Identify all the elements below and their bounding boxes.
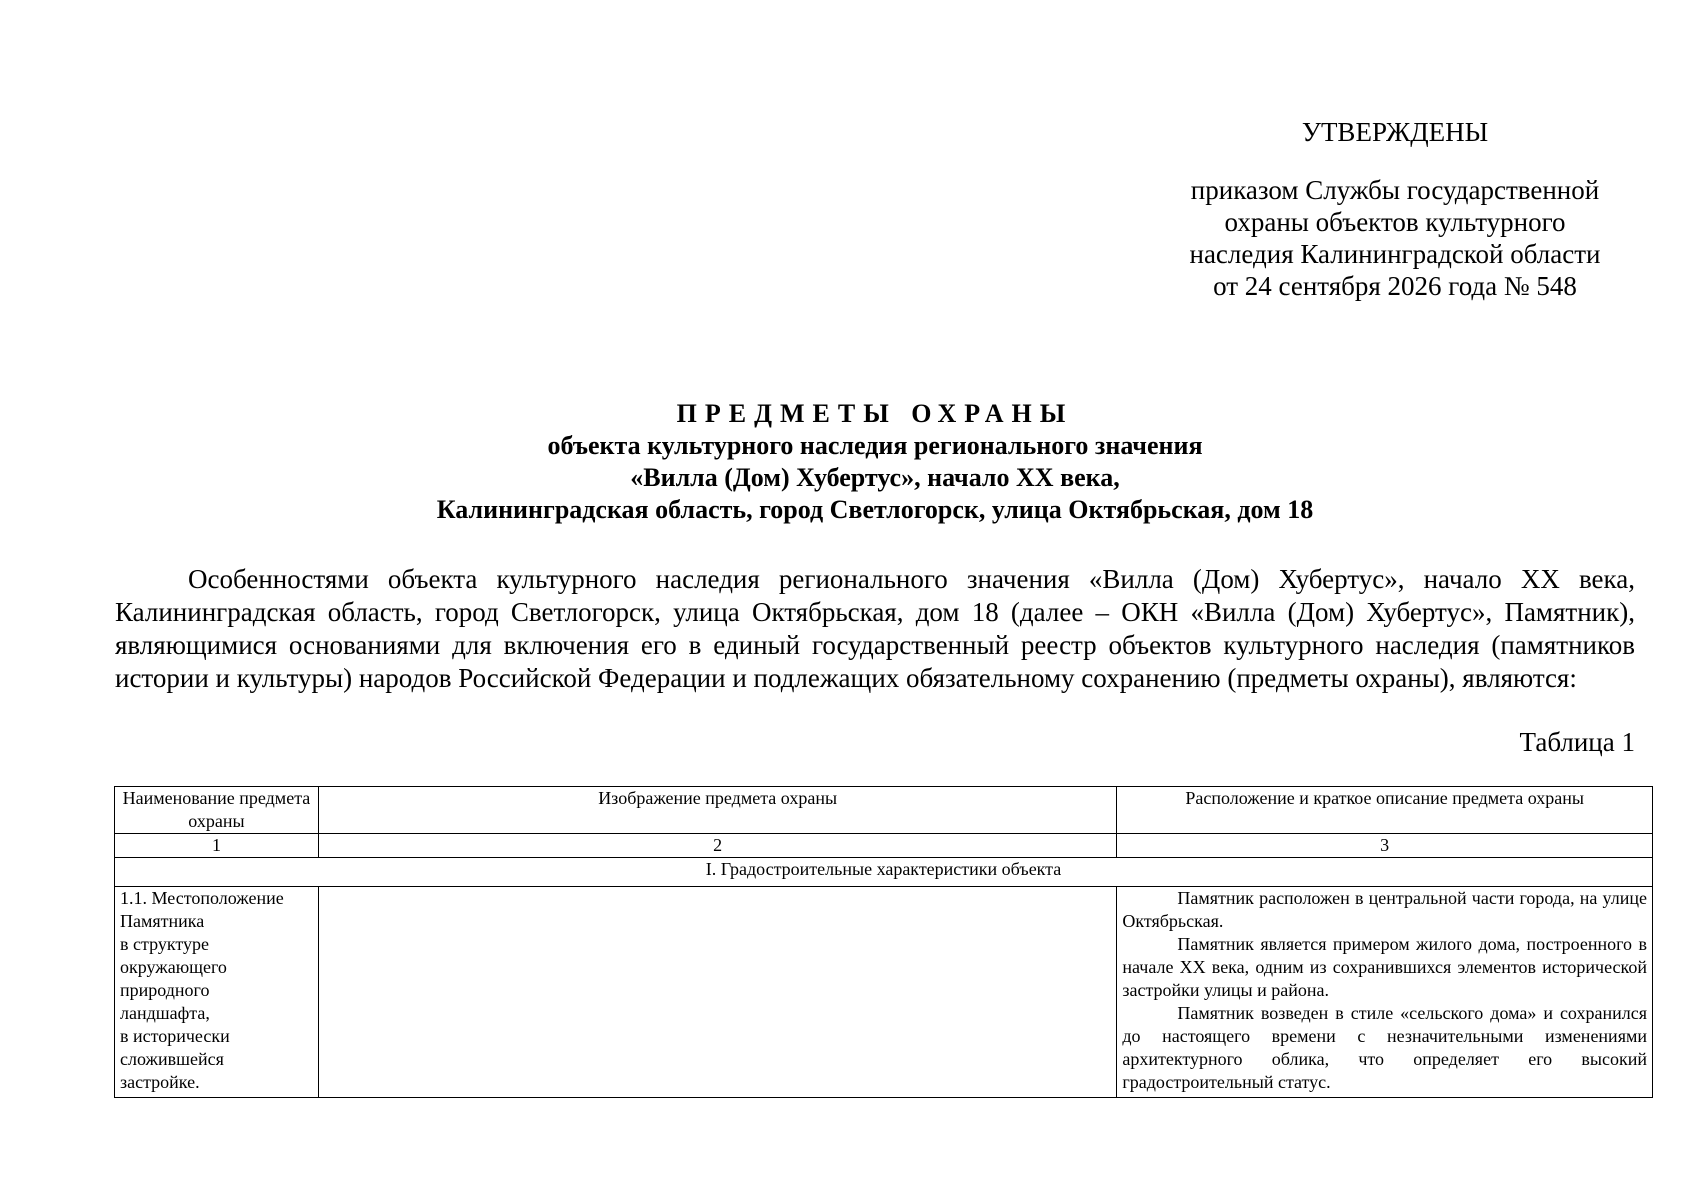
approval-line: приказом Службы государственной: [1190, 175, 1600, 205]
approval-block: [1155, 100, 1635, 302]
table-header-row: [115, 787, 1653, 834]
name-line: сложившейся: [120, 1049, 224, 1069]
protection-table: [114, 786, 1653, 1098]
approval-line: наследия Калининградской области: [1189, 239, 1601, 269]
name-line: природного: [120, 980, 210, 1000]
column-number: 1: [115, 834, 319, 858]
heading-line: Калининградская область, город Светлогорск, улица Октябрьская, дом 18: [436, 495, 1314, 524]
table-caption: Таблица 1: [1519, 727, 1635, 757]
protection-item-image: [318, 887, 1116, 1098]
name-line: окружающего: [120, 957, 227, 977]
approval-line: от 24 сентября 2026 года № 548: [1213, 271, 1577, 301]
protection-item-name: [115, 887, 319, 1098]
description-paragraph: Памятник расположен в центральной части города, на улице Октябрьская.: [1122, 888, 1647, 931]
column-number-row: [115, 834, 1653, 858]
section-row: [115, 858, 1653, 887]
name-line: в исторически: [120, 1026, 230, 1046]
description-paragraph: Памятник возведен в стиле «сельского дома» и сохранился до настоящего времени с незначительными изменениями архитектурного облика, что определяет его высокий градостроительный статус.: [1122, 1003, 1647, 1092]
description-paragraph: Памятник является примером жилого дома, построенного в начале XX века, одним из сохранившихся элементов исторической застройки улицы и района.: [1122, 934, 1647, 1000]
table-row: [115, 887, 1653, 1098]
column-number: 2: [318, 834, 1116, 858]
approval-order-text: [1155, 174, 1635, 302]
intro-paragraph: Особенностями объекта культурного наследия регионального значения «Вилла (Дом) Хубертус», начало XX века, Калининградская область, город Светлогорск, улица Октябрьская, дом 18 (далее – ОКН «Вилла (Дом) Хубертус», Памятник), являющимися основаниями для включения его в единый государственный реестр объектов культурного наследия (памятников истории и культуры) народов Российской Федерации и подлежащих обязательному сохранению (предметы охраны), являются:: [115, 564, 1635, 693]
section-title: I. Градостроительные характеристики объекта: [115, 858, 1653, 887]
name-line: в структуре: [120, 934, 209, 954]
document-title: ПРЕДМЕТЫ ОХРАНЫ: [676, 399, 1074, 428]
approval-line: охраны объектов культурного: [1224, 207, 1566, 237]
column-header-name: Наименование предмета охраны: [115, 787, 319, 834]
name-line: ландшафта,: [120, 1003, 210, 1023]
heading-line: «Вилла (Дом) Хубертус», начало XX века,: [630, 463, 1120, 492]
column-header-description: Расположение и краткое описание предмета охраны: [1117, 787, 1653, 834]
column-number: 3: [1117, 834, 1653, 858]
protection-item-description: [1117, 887, 1653, 1098]
name-line: Памятника: [120, 911, 205, 931]
approval-title: УТВЕРЖДЕНЫ: [1301, 117, 1489, 147]
name-line: 1.1. Местоположение: [120, 888, 284, 908]
name-line: застройке.: [120, 1072, 200, 1092]
column-header-image: Изображение предмета охраны: [318, 787, 1116, 834]
document-heading: [115, 398, 1635, 526]
heading-line: объекта культурного наследия регионального значения: [547, 431, 1203, 460]
